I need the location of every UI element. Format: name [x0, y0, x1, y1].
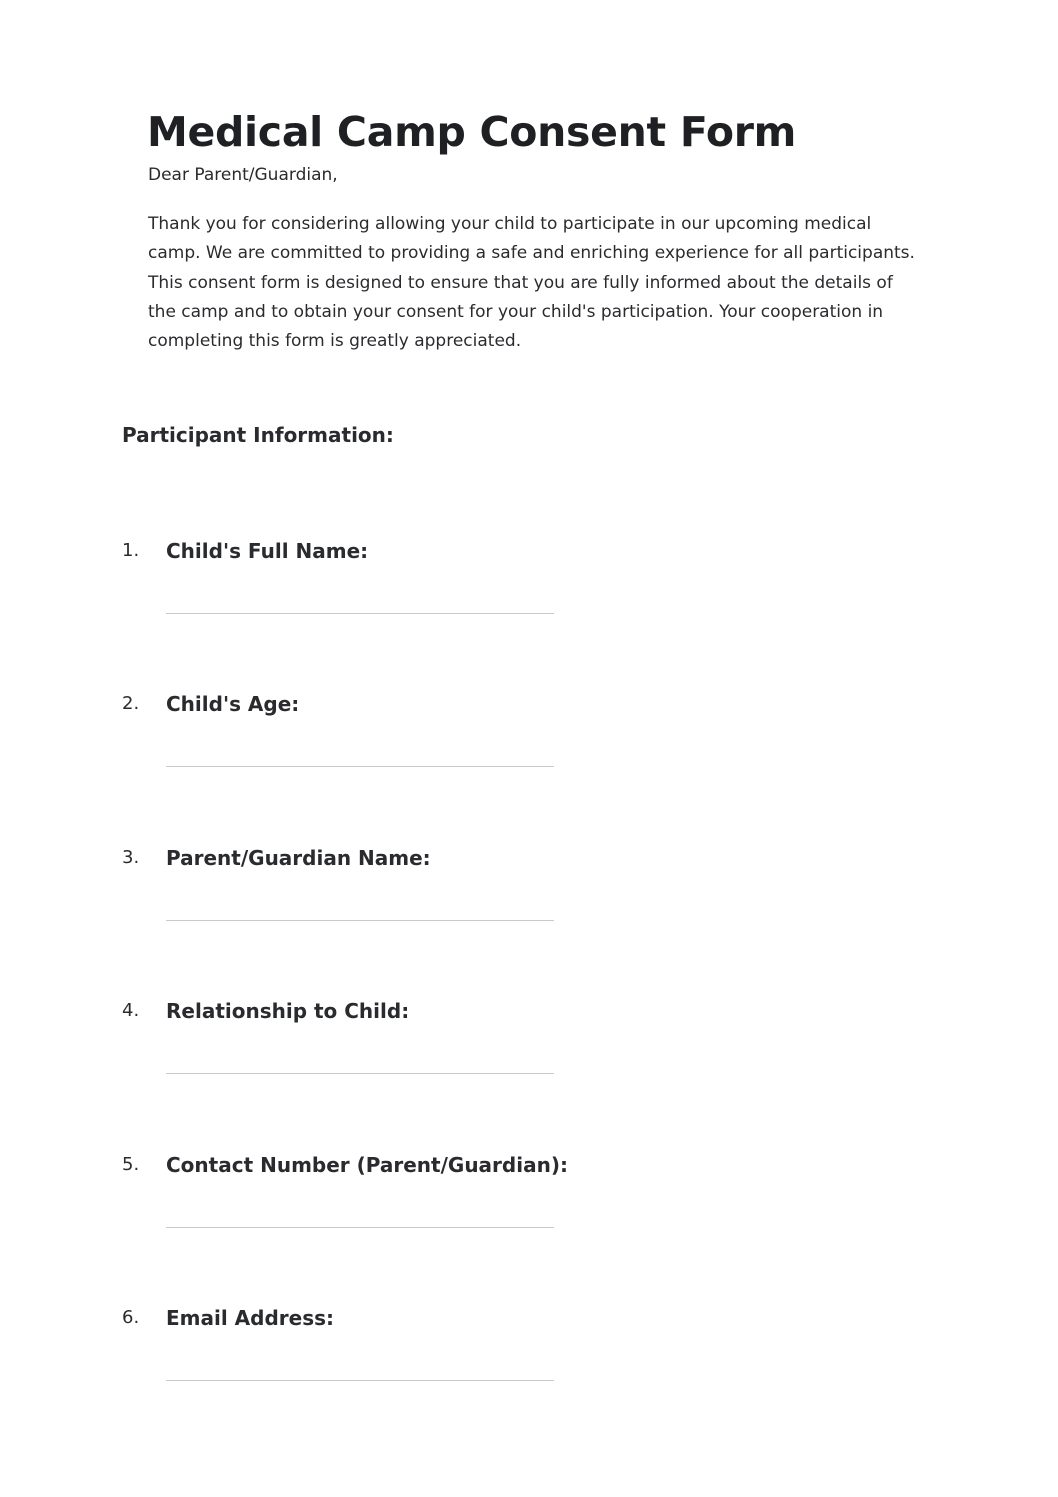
relationship-to-child-input-line[interactable] [166, 1073, 554, 1074]
field-label: Child's Age: [166, 692, 300, 716]
field-childs-age [122, 689, 722, 809]
field-number: 4. [122, 1000, 140, 1021]
childs-age-input-line[interactable] [166, 766, 554, 767]
page-title: Medical Camp Consent Form [147, 108, 797, 156]
field-number: 2. [122, 693, 140, 714]
field-contact-number [122, 1150, 722, 1270]
field-label: Child's Full Name: [166, 539, 369, 563]
field-childs-full-name [122, 536, 722, 656]
participant-information-heading: Participant Information: [122, 423, 394, 447]
intro-paragraph: Thank you for considering allowing your child to participate in our upcoming medical camp. We are committed to providing a safe and enriching experience for all participants. This consent form is designed to ensure that you are fully informed about the details of the camp and to obtain your consent for your child's participation. Your cooperation in completing this form is greatly appreciated. [148, 214, 915, 352]
field-label: Email Address: [166, 1306, 335, 1330]
greeting: Dear Parent/Guardian, [148, 165, 338, 185]
field-label: Parent/Guardian Name: [166, 846, 431, 870]
field-label: Contact Number (Parent/Guardian): [166, 1153, 568, 1177]
field-relationship-to-child [122, 996, 722, 1116]
field-number: 3. [122, 847, 140, 868]
childs-full-name-input-line[interactable] [166, 613, 554, 614]
email-address-input-line[interactable] [166, 1380, 554, 1381]
field-parent-guardian-name [122, 843, 722, 963]
parent-guardian-name-input-line[interactable] [166, 920, 554, 921]
field-number: 5. [122, 1154, 140, 1175]
contact-number-input-line[interactable] [166, 1227, 554, 1228]
field-email-address [122, 1303, 722, 1423]
field-number: 6. [122, 1307, 140, 1328]
field-label: Relationship to Child: [166, 999, 410, 1023]
field-number: 1. [122, 540, 140, 561]
